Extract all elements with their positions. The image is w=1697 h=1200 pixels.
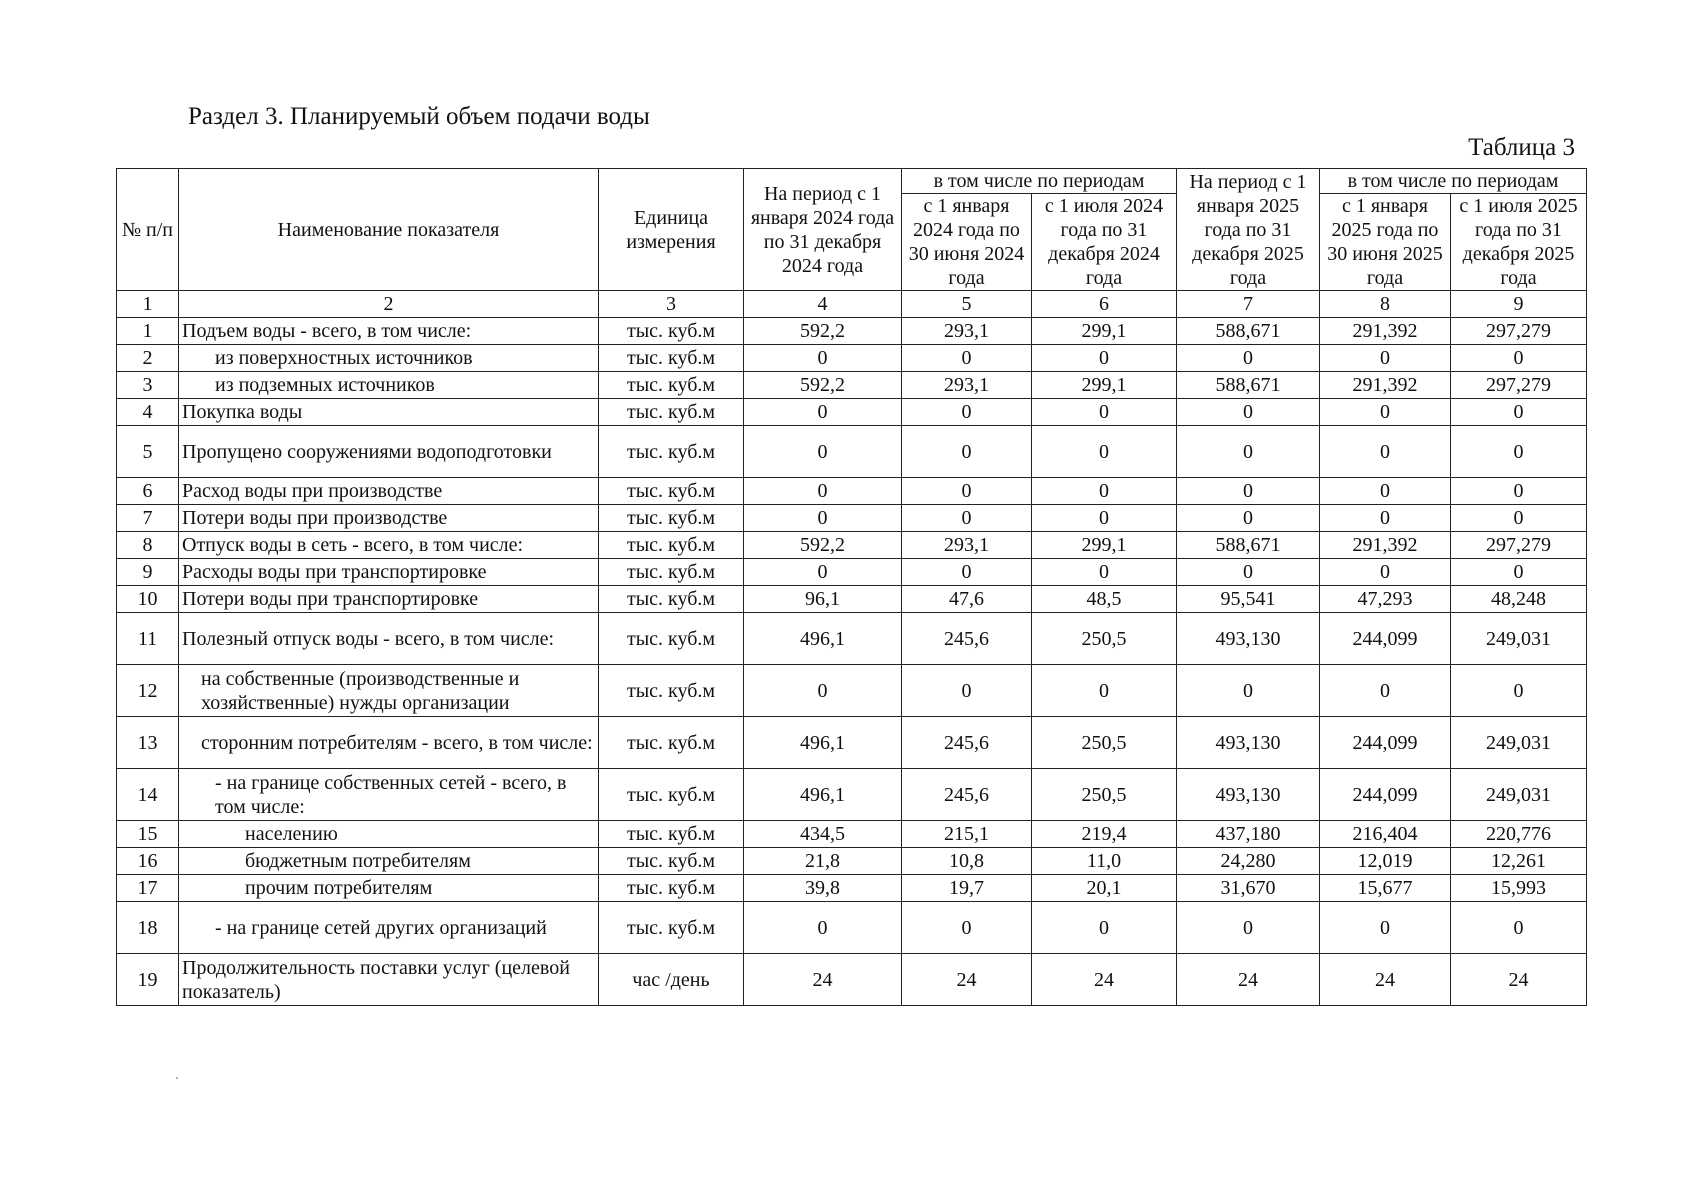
col-header-unit: Единица измерения bbox=[599, 169, 744, 291]
unit-cell: тыс. куб.м bbox=[599, 532, 744, 559]
value-cell: 24 bbox=[744, 954, 902, 1006]
col-header-h2-2024: с 1 июля 2024 года по 31 декабря 2024 года bbox=[1032, 194, 1177, 291]
value-cell: 0 bbox=[1177, 665, 1320, 717]
table-row bbox=[117, 769, 1587, 821]
value-cell: 0 bbox=[1177, 478, 1320, 505]
value-cell: 0 bbox=[1032, 559, 1177, 586]
value-cell: 96,1 bbox=[744, 586, 902, 613]
row-number: 7 bbox=[117, 505, 179, 532]
value-cell: 0 bbox=[902, 345, 1032, 372]
value-cell: 493,130 bbox=[1177, 717, 1320, 769]
value-cell: 0 bbox=[1451, 902, 1587, 954]
table-row bbox=[117, 613, 1587, 665]
value-cell: 47,293 bbox=[1320, 586, 1451, 613]
value-cell: 0 bbox=[1451, 478, 1587, 505]
col-header-num: № п/п bbox=[117, 169, 179, 291]
value-cell: 493,130 bbox=[1177, 769, 1320, 821]
value-cell: 245,6 bbox=[902, 717, 1032, 769]
value-cell: 15,993 bbox=[1451, 875, 1587, 902]
value-cell: 0 bbox=[1320, 902, 1451, 954]
value-cell: 48,5 bbox=[1032, 586, 1177, 613]
section-title: Раздел 3. Планируемый объем подачи воды bbox=[188, 103, 650, 130]
value-cell: 216,404 bbox=[1320, 821, 1451, 848]
header-row bbox=[117, 169, 1587, 194]
row-number: 9 bbox=[117, 559, 179, 586]
row-number: 6 bbox=[117, 478, 179, 505]
value-cell: 48,248 bbox=[1451, 586, 1587, 613]
value-cell: 15,677 bbox=[1320, 875, 1451, 902]
value-cell: 291,392 bbox=[1320, 318, 1451, 345]
row-number: 16 bbox=[117, 848, 179, 875]
value-cell: 588,671 bbox=[1177, 318, 1320, 345]
value-cell: 0 bbox=[1177, 902, 1320, 954]
value-cell: 24 bbox=[1320, 954, 1451, 1006]
indicator-name: из подземных источников bbox=[179, 372, 599, 399]
unit-cell: тыс. куб.м bbox=[599, 399, 744, 426]
value-cell: 0 bbox=[744, 665, 902, 717]
column-number: 3 bbox=[599, 291, 744, 318]
value-cell: 0 bbox=[1032, 478, 1177, 505]
value-cell: 250,5 bbox=[1032, 613, 1177, 665]
column-number: 5 bbox=[902, 291, 1032, 318]
value-cell: 297,279 bbox=[1451, 372, 1587, 399]
indicator-name: Покупка воды bbox=[179, 399, 599, 426]
indicator-name: Подъем воды - всего, в том числе: bbox=[179, 318, 599, 345]
indicator-name: Полезный отпуск воды - всего, в том числе: bbox=[179, 613, 599, 665]
value-cell: 0 bbox=[902, 902, 1032, 954]
table-row bbox=[117, 345, 1587, 372]
table-row bbox=[117, 586, 1587, 613]
indicator-name: из поверхностных источников bbox=[179, 345, 599, 372]
value-cell: 0 bbox=[1320, 345, 1451, 372]
indicator-name: Отпуск воды в сеть - всего, в том числе: bbox=[179, 532, 599, 559]
row-number: 5 bbox=[117, 426, 179, 478]
value-cell: 588,671 bbox=[1177, 372, 1320, 399]
value-cell: 0 bbox=[1451, 505, 1587, 532]
row-number: 14 bbox=[117, 769, 179, 821]
row-number: 13 bbox=[117, 717, 179, 769]
value-cell: 592,2 bbox=[744, 372, 902, 399]
value-cell: 493,130 bbox=[1177, 613, 1320, 665]
value-cell: 249,031 bbox=[1451, 613, 1587, 665]
value-cell: 299,1 bbox=[1032, 318, 1177, 345]
table-row bbox=[117, 875, 1587, 902]
value-cell: 0 bbox=[1320, 559, 1451, 586]
row-number: 11 bbox=[117, 613, 179, 665]
unit-cell: тыс. куб.м bbox=[599, 665, 744, 717]
col-header-period-2025: На период с 1 января 2025 года по 31 декабря 2025 года bbox=[1177, 169, 1320, 291]
value-cell: 293,1 bbox=[902, 532, 1032, 559]
value-cell: 291,392 bbox=[1320, 532, 1451, 559]
value-cell: 0 bbox=[1177, 399, 1320, 426]
value-cell: 0 bbox=[744, 505, 902, 532]
value-cell: 0 bbox=[744, 399, 902, 426]
indicator-name: - на границе сетей других организаций bbox=[179, 902, 599, 954]
value-cell: 0 bbox=[1320, 399, 1451, 426]
value-cell: 0 bbox=[1451, 426, 1587, 478]
indicator-name: Потери воды при производстве bbox=[179, 505, 599, 532]
unit-cell: тыс. куб.м bbox=[599, 717, 744, 769]
col-header-period-2024: На период с 1 января 2024 года по 31 декабря 2024 года bbox=[744, 169, 902, 291]
col-header-name: Наименование показателя bbox=[179, 169, 599, 291]
value-cell: 249,031 bbox=[1451, 769, 1587, 821]
row-number: 12 bbox=[117, 665, 179, 717]
row-number: 3 bbox=[117, 372, 179, 399]
row-number: 15 bbox=[117, 821, 179, 848]
column-number: 1 bbox=[117, 291, 179, 318]
unit-cell: тыс. куб.м bbox=[599, 426, 744, 478]
unit-cell: тыс. куб.м bbox=[599, 318, 744, 345]
value-cell: 0 bbox=[744, 902, 902, 954]
table-row bbox=[117, 505, 1587, 532]
unit-cell: тыс. куб.м bbox=[599, 902, 744, 954]
indicator-name: Продолжительность поставки услуг (целевой показатель) bbox=[179, 954, 599, 1006]
indicator-name: населению bbox=[179, 821, 599, 848]
col-header-subperiods-2024: в том числе по периодам bbox=[902, 169, 1177, 194]
value-cell: 0 bbox=[1451, 345, 1587, 372]
row-number: 17 bbox=[117, 875, 179, 902]
value-cell: 24 bbox=[902, 954, 1032, 1006]
table-row bbox=[117, 717, 1587, 769]
value-cell: 220,776 bbox=[1451, 821, 1587, 848]
unit-cell: тыс. куб.м bbox=[599, 848, 744, 875]
value-cell: 0 bbox=[1177, 505, 1320, 532]
value-cell: 0 bbox=[1177, 345, 1320, 372]
value-cell: 299,1 bbox=[1032, 532, 1177, 559]
scan-speck bbox=[176, 1077, 178, 1079]
value-cell: 95,541 bbox=[1177, 586, 1320, 613]
value-cell: 592,2 bbox=[744, 318, 902, 345]
value-cell: 20,1 bbox=[1032, 875, 1177, 902]
row-number: 4 bbox=[117, 399, 179, 426]
value-cell: 0 bbox=[1320, 665, 1451, 717]
value-cell: 12,261 bbox=[1451, 848, 1587, 875]
value-cell: 297,279 bbox=[1451, 532, 1587, 559]
value-cell: 0 bbox=[1320, 426, 1451, 478]
value-cell: 11,0 bbox=[1032, 848, 1177, 875]
value-cell: 0 bbox=[1177, 426, 1320, 478]
table-label: Таблица 3 bbox=[1468, 134, 1575, 161]
value-cell: 244,099 bbox=[1320, 613, 1451, 665]
table-row bbox=[117, 426, 1587, 478]
unit-cell: тыс. куб.м bbox=[599, 875, 744, 902]
value-cell: 39,8 bbox=[744, 875, 902, 902]
table-row bbox=[117, 478, 1587, 505]
column-number: 8 bbox=[1320, 291, 1451, 318]
value-cell: 0 bbox=[1032, 399, 1177, 426]
value-cell: 47,6 bbox=[902, 586, 1032, 613]
value-cell: 24 bbox=[1032, 954, 1177, 1006]
value-cell: 291,392 bbox=[1320, 372, 1451, 399]
value-cell: 24 bbox=[1177, 954, 1320, 1006]
value-cell: 249,031 bbox=[1451, 717, 1587, 769]
value-cell: 0 bbox=[1032, 426, 1177, 478]
value-cell: 0 bbox=[744, 426, 902, 478]
indicator-name: Расход воды при производстве bbox=[179, 478, 599, 505]
unit-cell: тыс. куб.м bbox=[599, 769, 744, 821]
value-cell: 496,1 bbox=[744, 613, 902, 665]
value-cell: 0 bbox=[1451, 559, 1587, 586]
value-cell: 0 bbox=[902, 426, 1032, 478]
value-cell: 244,099 bbox=[1320, 717, 1451, 769]
row-number: 19 bbox=[117, 954, 179, 1006]
value-cell: 10,8 bbox=[902, 848, 1032, 875]
column-number: 6 bbox=[1032, 291, 1177, 318]
value-cell: 24 bbox=[1451, 954, 1587, 1006]
indicator-name: прочим потребителям bbox=[179, 875, 599, 902]
value-cell: 297,279 bbox=[1451, 318, 1587, 345]
indicator-name: Потери воды при транспортировке bbox=[179, 586, 599, 613]
value-cell: 293,1 bbox=[902, 318, 1032, 345]
value-cell: 0 bbox=[1320, 478, 1451, 505]
table-row bbox=[117, 559, 1587, 586]
value-cell: 0 bbox=[902, 478, 1032, 505]
col-header-h2-2025: с 1 июля 2025 года по 31 декабря 2025 года bbox=[1451, 194, 1587, 291]
value-cell: 0 bbox=[1177, 559, 1320, 586]
value-cell: 496,1 bbox=[744, 769, 902, 821]
indicator-name: на собственные (производственные и хозяйственные) нужды организации bbox=[179, 665, 599, 717]
value-cell: 0 bbox=[744, 478, 902, 505]
value-cell: 0 bbox=[1320, 505, 1451, 532]
table-row bbox=[117, 821, 1587, 848]
table-row bbox=[117, 902, 1587, 954]
column-number: 7 bbox=[1177, 291, 1320, 318]
value-cell: 250,5 bbox=[1032, 769, 1177, 821]
value-cell: 215,1 bbox=[902, 821, 1032, 848]
value-cell: 0 bbox=[1032, 505, 1177, 532]
indicator-name: сторонним потребителям - всего, в том числе: bbox=[179, 717, 599, 769]
table-row bbox=[117, 848, 1587, 875]
value-cell: 592,2 bbox=[744, 532, 902, 559]
water-supply-table bbox=[116, 168, 1587, 1006]
unit-cell: тыс. куб.м bbox=[599, 505, 744, 532]
col-header-subperiods-2025: в том числе по периодам bbox=[1320, 169, 1587, 194]
value-cell: 496,1 bbox=[744, 717, 902, 769]
unit-cell: тыс. куб.м bbox=[599, 821, 744, 848]
value-cell: 0 bbox=[744, 559, 902, 586]
value-cell: 24,280 bbox=[1177, 848, 1320, 875]
value-cell: 0 bbox=[1451, 399, 1587, 426]
table-row bbox=[117, 399, 1587, 426]
value-cell: 293,1 bbox=[902, 372, 1032, 399]
value-cell: 437,180 bbox=[1177, 821, 1320, 848]
table-row bbox=[117, 532, 1587, 559]
table-row bbox=[117, 372, 1587, 399]
unit-cell: тыс. куб.м bbox=[599, 559, 744, 586]
value-cell: 245,6 bbox=[902, 769, 1032, 821]
value-cell: 12,019 bbox=[1320, 848, 1451, 875]
column-number: 4 bbox=[744, 291, 902, 318]
unit-cell: тыс. куб.м bbox=[599, 586, 744, 613]
value-cell: 219,4 bbox=[1032, 821, 1177, 848]
row-number: 2 bbox=[117, 345, 179, 372]
value-cell: 0 bbox=[902, 559, 1032, 586]
row-number: 1 bbox=[117, 318, 179, 345]
table-row bbox=[117, 665, 1587, 717]
value-cell: 0 bbox=[902, 505, 1032, 532]
value-cell: 244,099 bbox=[1320, 769, 1451, 821]
indicator-name: - на границе собственных сетей - всего, в том числе: bbox=[179, 769, 599, 821]
value-cell: 0 bbox=[1032, 345, 1177, 372]
unit-cell: тыс. куб.м bbox=[599, 613, 744, 665]
col-header-h1-2025: с 1 января 2025 года по 30 июня 2025 года bbox=[1320, 194, 1451, 291]
value-cell: 19,7 bbox=[902, 875, 1032, 902]
table-row bbox=[117, 318, 1587, 345]
value-cell: 299,1 bbox=[1032, 372, 1177, 399]
unit-cell: час /день bbox=[599, 954, 744, 1006]
value-cell: 31,670 bbox=[1177, 875, 1320, 902]
row-number: 8 bbox=[117, 532, 179, 559]
value-cell: 0 bbox=[1032, 665, 1177, 717]
value-cell: 21,8 bbox=[744, 848, 902, 875]
unit-cell: тыс. куб.м bbox=[599, 478, 744, 505]
unit-cell: тыс. куб.м bbox=[599, 372, 744, 399]
value-cell: 0 bbox=[1451, 665, 1587, 717]
column-number: 9 bbox=[1451, 291, 1587, 318]
indicator-name: Расходы воды при транспортировке bbox=[179, 559, 599, 586]
indicator-name: бюджетным потребителям bbox=[179, 848, 599, 875]
value-cell: 588,671 bbox=[1177, 532, 1320, 559]
column-number: 2 bbox=[179, 291, 599, 318]
value-cell: 0 bbox=[744, 345, 902, 372]
row-number: 18 bbox=[117, 902, 179, 954]
value-cell: 250,5 bbox=[1032, 717, 1177, 769]
column-number-row bbox=[117, 291, 1587, 318]
value-cell: 0 bbox=[1032, 902, 1177, 954]
value-cell: 0 bbox=[902, 665, 1032, 717]
value-cell: 434,5 bbox=[744, 821, 902, 848]
value-cell: 245,6 bbox=[902, 613, 1032, 665]
unit-cell: тыс. куб.м bbox=[599, 345, 744, 372]
col-header-h1-2024: с 1 января 2024 года по 30 июня 2024 года bbox=[902, 194, 1032, 291]
table-row bbox=[117, 954, 1587, 1006]
value-cell: 0 bbox=[902, 399, 1032, 426]
row-number: 10 bbox=[117, 586, 179, 613]
indicator-name: Пропущено сооружениями водоподготовки bbox=[179, 426, 599, 478]
